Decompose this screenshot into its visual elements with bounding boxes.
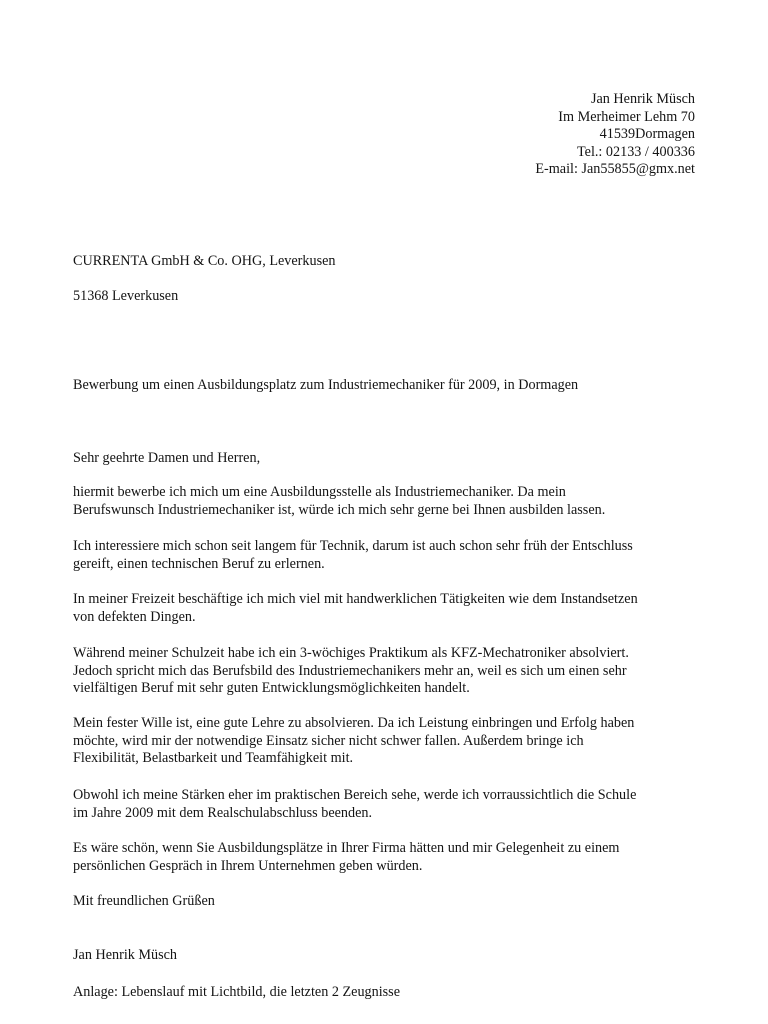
paragraph-line: hiermit bewerbe ich mich um eine Ausbildungsstelle als Industriemechaniker. Da mein (73, 484, 566, 500)
paragraph-line: persönlichen Gespräch in Ihrem Unternehmen geben würden. (73, 857, 423, 874)
paragraph-4 (73, 645, 713, 698)
paragraph-line: Ich interessiere mich schon seit langem für Technik, darum ist auch schon sehr früh der Entschluss (73, 538, 633, 554)
paragraph-3 (73, 591, 713, 626)
paragraph-6 (73, 787, 713, 822)
paragraph-line: Es wäre schön, wenn Sie Ausbildungsplätze in Ihrer Firma hätten und mir Gelegenheit zu einem (73, 840, 620, 856)
signature-name: Jan Henrik Müsch (73, 947, 178, 963)
paragraph-line: Flexibilität, Belastbarkeit und Teamfähigkeit mit. (73, 750, 354, 767)
paragraph-7 (73, 840, 713, 875)
sender-email: E-mail: Jan55855@gmx.net (535, 161, 695, 178)
paragraph-line: vielfältigen Beruf mit sehr guten Entwicklungsmöglichkeiten handelt. (73, 680, 470, 697)
closing-formula: Mit freundlichen Grüßen (73, 893, 215, 909)
paragraph-2 (73, 538, 713, 573)
paragraph-line: Berufswunsch Industriemechaniker ist, würde ich mich sehr gerne bei Ihnen ausbilden lassen. (73, 501, 606, 518)
paragraph-1 (73, 484, 713, 519)
recipient-city: 51368 Leverkusen (73, 288, 179, 304)
paragraph-line: Während meiner Schulzeit habe ich ein 3-wöchiges Praktikum als KFZ-Mechatroniker absolviert. (73, 645, 629, 661)
salutation: Sehr geehrte Damen und Herren, (73, 450, 261, 466)
paragraph-5 (73, 715, 713, 768)
paragraph-line: Jedoch spricht mich das Berufsbild des Industriemechanikers mehr an, weil es sich um einen sehr (73, 662, 627, 679)
sender-name: Jan Henrik Müsch (590, 91, 695, 107)
paragraph-line: In meiner Freizeit beschäftige ich mich viel mit handwerklichen Tätigkeiten wie dem Instandsetzen (73, 591, 638, 607)
paragraph-line: möchte, wird mir der notwendige Einsatz sicher nicht schwer fallen. Außerdem bringe ich (73, 732, 584, 749)
attachment-note: Anlage: Lebenslauf mit Lichtbild, die letzten 2 Zeugnisse (73, 984, 401, 1000)
sender-street: Im Merheimer Lehm 70 (558, 108, 695, 125)
recipient-company: CURRENTA GmbH & Co. OHG, Leverkusen (73, 253, 336, 269)
sender-address-block (535, 91, 695, 179)
sender-city: 41539Dormagen (599, 126, 695, 143)
subject-line: Bewerbung um einen Ausbildungsplatz zum Industriemechaniker für 2009, in Dormagen (73, 377, 579, 393)
paragraph-line: gereift, einen technischen Beruf zu erlernen. (73, 555, 325, 572)
paragraph-line: Obwohl ich meine Stärken eher im praktischen Bereich sehe, werde ich vorraussichtlich die Schule (73, 787, 637, 803)
paragraph-line: von defekten Dingen. (73, 608, 196, 625)
sender-phone: Tel.: 02133 / 400336 (576, 143, 695, 160)
paragraph-line: Mein fester Wille ist, eine gute Lehre zu absolvieren. Da ich Leistung einbringen und Erfolg haben (73, 715, 635, 731)
paragraph-line: im Jahre 2009 mit dem Realschulabschluss beenden. (73, 804, 373, 821)
